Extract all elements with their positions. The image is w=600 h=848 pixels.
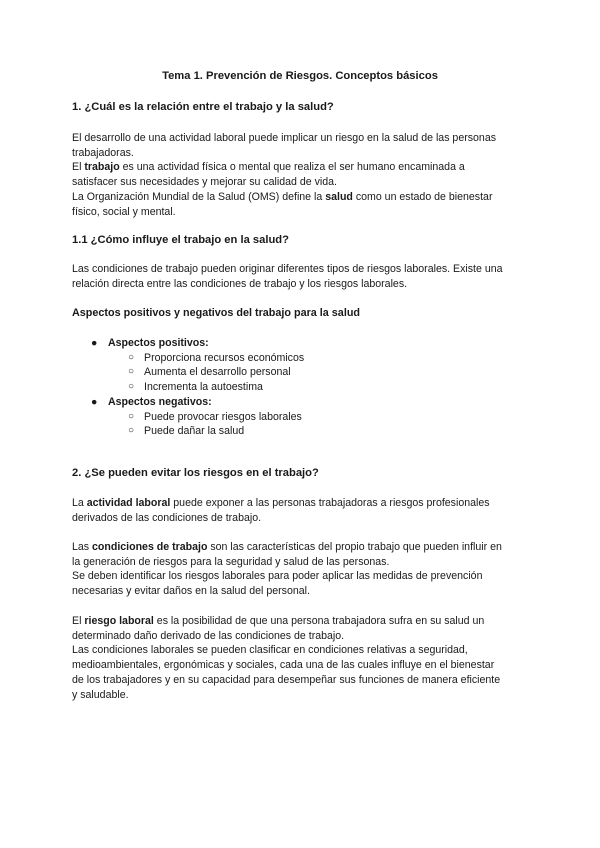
list-item: ○ Puede dañar la salud — [128, 425, 245, 438]
bold-term: salud — [325, 190, 353, 203]
section-1-1-heading: 1.1 ¿Cómo influye el trabajo en la salud? — [72, 234, 289, 246]
text-line: derivados de las condiciones de trabajo. — [72, 511, 262, 524]
section-2-paragraph-3 — [72, 614, 532, 702]
text-line: y saludable. — [72, 688, 129, 701]
text-line: El desarrollo de una actividad laboral puede implicar un riesgo en la salud de las personas — [72, 132, 497, 144]
text-line: Las condiciones laborales se pueden clasificar en condiciones relativas a seguridad, — [72, 644, 468, 657]
list-item: ○ Aumenta el desarrollo personal — [128, 366, 291, 379]
section-1-paragraph — [72, 131, 532, 219]
section-1-1-paragraph — [72, 262, 532, 291]
text-line: necesarias y evitar daños en la salud del personal. — [72, 585, 310, 598]
text-line: La actividad laboral puede exponer a las personas trabajadoras a riesgos profesionales — [72, 497, 490, 509]
list-item: ○ Puede provocar riesgos laborales — [128, 410, 302, 423]
text-line: trabajadoras. — [72, 146, 134, 159]
circle-bullet-icon: ○ — [128, 351, 135, 363]
text-line: medioambientales, ergonómicas y sociales, cada una de las cuales influye en el bienestar — [72, 659, 495, 672]
bullet-icon: ● — [91, 337, 98, 349]
text-line: El riesgo laboral es la posibilidad de que una persona trabajadora sufra en su salud un — [72, 615, 485, 627]
circle-bullet-icon: ○ — [128, 366, 135, 378]
list-item-negative: ● Aspectos negativos: — [91, 395, 212, 408]
text-line: la generación de riesgos para la seguridad y salud de las personas. — [72, 555, 390, 568]
section-1-heading: 1. ¿Cuál es la relación entre el trabajo y la salud? — [72, 101, 334, 113]
circle-bullet-icon: ○ — [128, 410, 135, 422]
text-line: Se deben identificar los riesgos laborales para poder aplicar las medidas de prevención — [72, 570, 483, 583]
text-line: de los trabajadores y en su capacidad para desempeñar sus funciones de manera eficiente — [72, 673, 501, 686]
circle-bullet-icon: ○ — [128, 381, 135, 393]
aspects-heading: Aspectos positivos y negativos del trabajo para la salud — [72, 307, 361, 319]
text-line: La Organización Mundial de la Salud (OMS) define la salud como un estado de bienestar — [72, 190, 493, 203]
bold-term: trabajo — [84, 161, 120, 174]
text-line: Las condiciones de trabajo son las características del propio trabajo que pueden influir en — [72, 541, 502, 553]
document-title: Tema 1. Prevención de Riesgos. Conceptos básicos — [162, 70, 438, 82]
text-line: El trabajo es una actividad física o mental que realiza el ser humano encaminada a — [72, 161, 465, 174]
bold-term: riesgo laboral — [84, 615, 154, 627]
bold-term: actividad laboral — [86, 497, 171, 509]
list-item: ○ Incrementa la autoestima — [128, 381, 263, 394]
text-line: relación directa entre las condiciones de trabajo y los riesgos laborales. — [72, 277, 408, 290]
aspects-list — [88, 336, 304, 439]
section-2-heading: 2. ¿Se pueden evitar los riesgos en el trabajo? — [72, 467, 319, 479]
section-2-paragraph-2 — [72, 540, 532, 599]
circle-bullet-icon: ○ — [128, 425, 135, 437]
list-item: ○ Proporciona recursos económicos — [128, 351, 305, 364]
text-line: satisfacer sus necesidades y mejorar su calidad de vida. — [72, 176, 337, 189]
bullet-icon: ● — [91, 395, 98, 408]
text-line: determinado daño derivado de las condiciones de trabajo. — [72, 629, 345, 642]
list-item-positive: ● Aspectos positivos: — [91, 337, 209, 349]
bold-term: condiciones de trabajo — [92, 541, 208, 553]
section-2-paragraph-1 — [72, 496, 532, 525]
text-line: Las condiciones de trabajo pueden originar diferentes tipos de riesgos laborales. Existe una — [72, 263, 503, 275]
text-line: físico, social y mental. — [72, 205, 176, 218]
